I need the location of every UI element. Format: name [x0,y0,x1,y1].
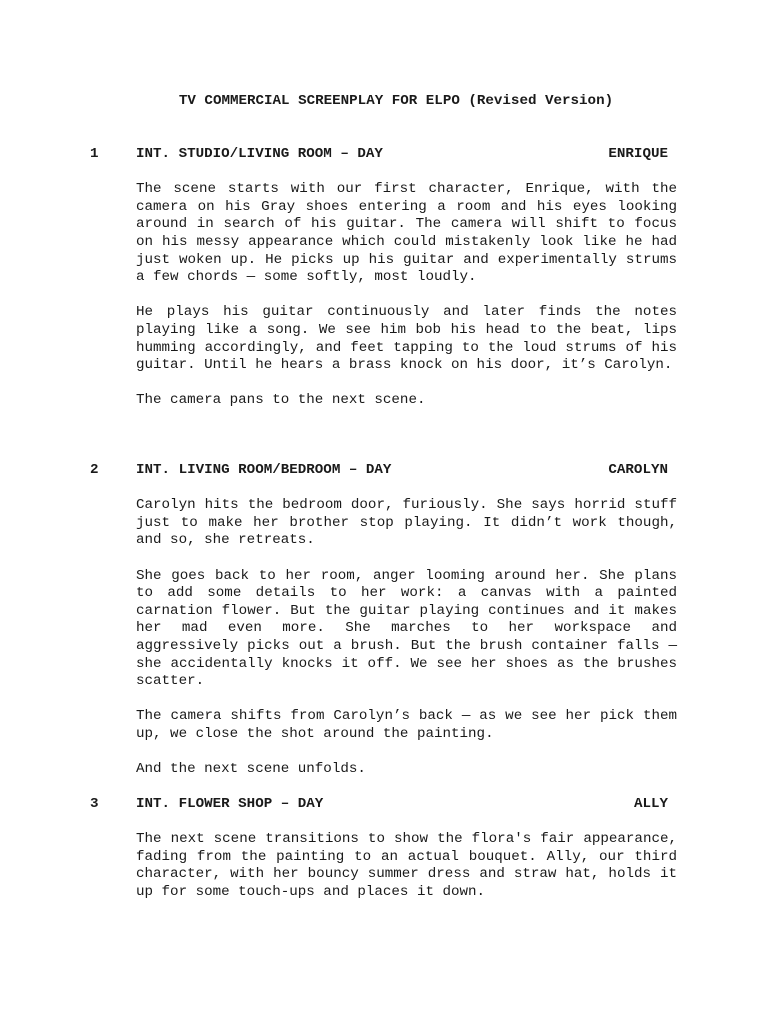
scene-character: CAROLYN [608,462,668,478]
scene-paragraph: The camera pans to the next scene. [136,392,426,409]
scene-number: 3 [90,796,99,812]
scene-3 [0,796,768,902]
scene-paragraph: She goes back to her room, anger looming around her. She plans to add some details to her work: a canvas with a painted carnation flower. But the guitar playing continues and it makes her mad even more. She marches to her workspace and aggressively picks out a brush. But the brush container falls — she accidentally knocks it off. We see her shoes as the brushes scatter. [136,567,677,690]
scene-2 [0,462,768,779]
scene-number: 2 [90,462,99,478]
scene-paragraph: The scene starts with our first character, Enrique, with the camera on his Gray shoes entering a room and his eyes looking around in search of his guitar. The camera will shift to focus on his messy appearance which could mistakenly look like he had just woken up. He picks up his guitar and experimentally strums a few chords — some softly, most loudly. [136,181,677,286]
scene-header [0,462,768,480]
scene-paragraph: The next scene transitions to show the flora's fair appearance, fading from the painting to an actual bouquet. Ally, our third character, with her bouncy summer dress and straw hat, holds it up for some touch-ups and places it down. [136,831,677,900]
scene-1 [0,146,768,410]
scene-paragraph: And the next scene unfolds. [136,761,366,778]
scene-header [0,796,768,814]
scene-paragraph: Carolyn hits the bedroom door, furiously. She says horrid stuff just to make her brother stop playing. It didn’t work though, and so, she retreats. [136,497,677,549]
scene-paragraph: He plays his guitar continuously and later finds the notes playing like a song. We see him bob his head to the beat, lips humming accordingly, and feet tapping to the loud strums of his guitar. Until he hears a brass knock on his door, it’s Carolyn. [136,304,677,374]
scene-number: 1 [90,146,99,162]
scene-paragraph: The camera shifts from Carolyn’s back — as we see her pick them up, we close the shot around the painting. [136,708,677,742]
scene-heading: INT. STUDIO/LIVING ROOM – DAY [136,146,383,162]
scene-heading: INT. FLOWER SHOP – DAY [136,796,324,812]
scene-heading: INT. LIVING ROOM/BEDROOM – DAY [136,462,392,478]
scene-character: ALLY [633,796,668,812]
scene-character: ENRIQUE [608,146,668,162]
document-title: TV COMMERCIAL SCREENPLAY FOR ELPO (Revised Version) [178,93,614,109]
scene-header [0,146,768,164]
